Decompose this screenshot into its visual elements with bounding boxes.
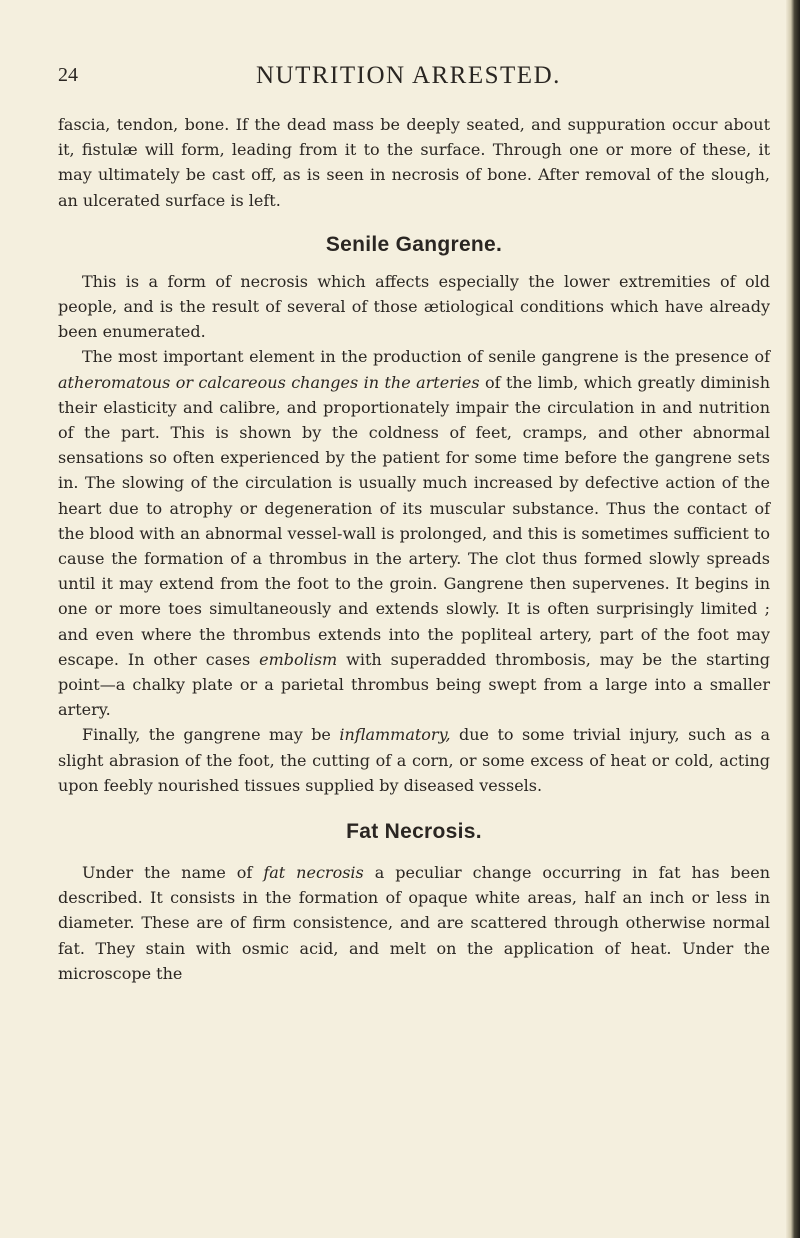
italic-term-embolism: embolism bbox=[259, 649, 338, 669]
section-title-senile-gangrene: Senile Gangrene. bbox=[325, 232, 503, 256]
italic-term-fat-necrosis: fat necrosis bbox=[263, 863, 364, 883]
italic-term-inflammatory: inflammatory, bbox=[339, 725, 451, 745]
fat-paragraph-1 bbox=[58, 860, 770, 986]
italic-term-arterial-changes: atheromatous or calcareous changes in the arteries bbox=[58, 372, 480, 392]
book-spine-edge bbox=[786, 0, 800, 1238]
text-run: a peculiar change occurring in fat has been described. It consists in the formation of opaque white areas, half an inch or less in diameter. These are of firm consistence, and are scattered through otherwise normal fat. They stain with osmic acid, and melt on the application of heat. Under the microscope the bbox=[58, 863, 771, 983]
running-head: NUTRITION ARRESTED. bbox=[256, 62, 561, 89]
text-run: due to some trivial injury, such as a slight abrasion of the foot, the cutting of a corn, or some excess of heat or cold, acting upon feebly nourished tissues supplied by diseased vessels. bbox=[58, 725, 771, 795]
body-text bbox=[58, 112, 770, 986]
section-title-fat-necrosis: Fat Necrosis. bbox=[346, 820, 482, 844]
senile-paragraph-1: This is a form of necrosis which affects especially the lower extremities of old people, and is the result of several of those ætiological conditions which have already been enumerated. bbox=[58, 271, 770, 342]
page-header bbox=[58, 62, 770, 98]
text-run: The most important element in the production of senile gangrene is the presence of bbox=[82, 347, 770, 367]
text-run: with superadded thrombosis, may be the starting point—a chalky plate or a parietal thrombus being swept from a large into a smaller artery. bbox=[58, 649, 770, 720]
text-run: of the limb, which greatly diminish their elasticity and calibre, and proportionately impair the circulation in and nutrition of the part. This is shown by the coldness of feet, cramps, and other abnormal sensations so often experienced by the patient for some time before the gangrene sets in. The slowing of the circulation is usually much increased by defective action of the heart due to atrophy or degeneration of its muscular substance. Thus the contact of the blood with an abnormal vessel-wall is prolonged, and this is sometimes sufficient to cause the formation of a thrombus in the artery. The clot thus formed slowly spreads until it may extend from the foot to the groin. Gangrene then supervenes. It begins in one or more toes simultaneously and extends slowly. It is often surprisingly limited ; and even where the thrombus extends into the popliteal artery, part of the foot may escape. In other cases bbox=[58, 372, 770, 669]
senile-paragraph-2 bbox=[58, 344, 770, 722]
intro-paragraph: fascia, tendon, bone. If the dead mass be deeply seated, and suppuration occur about it, fistulæ will form, leading from it to the surface. Through one or more of these, it may ultimately be cast off, as is seen in necrosis of bone. After removal of the slough, an ulcerated surface is left. bbox=[58, 115, 770, 210]
text-run: Under the name of bbox=[82, 863, 264, 883]
page-number: 24 bbox=[58, 64, 78, 86]
text-run: Finally, the gangrene may be bbox=[82, 725, 340, 745]
senile-paragraph-3 bbox=[58, 722, 770, 798]
